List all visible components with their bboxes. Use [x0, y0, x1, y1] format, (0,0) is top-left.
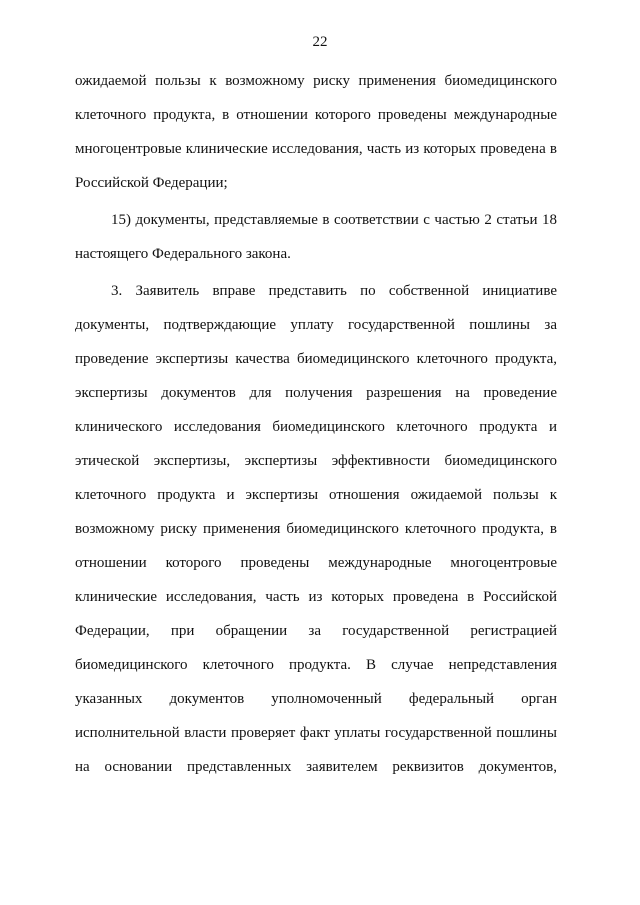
text-line: ожидаемой пользы к возможному риску применения биомедицинского	[75, 73, 557, 89]
text-line: биомедицинского клеточного продукта. В случае непредставления	[75, 657, 557, 673]
text-line: исполнительной власти проверяет факт уплаты государственной пошлины	[75, 725, 557, 741]
text-line: документы, подтверждающие уплату государственной пошлины за	[75, 317, 557, 333]
text-line: 3. Заявитель вправе представить по собственной инициативе	[111, 283, 557, 299]
text-line: клеточного продукта, в отношении которого проведены международные	[75, 107, 557, 123]
text-line: на основании представленных заявителем реквизитов документов,	[75, 759, 557, 775]
text-line: экспертизы документов для получения разрешения на проведение	[75, 385, 557, 401]
text-line: возможному риску применения биомедицинского клеточного продукта, в	[75, 521, 557, 537]
text-line: многоцентровые клинические исследования, часть из которых проведена в	[75, 141, 557, 157]
text-line: отношении которого проведены международные многоцентровые	[75, 555, 557, 571]
text-line: клеточного продукта и экспертизы отношения ожидаемой пользы к	[75, 487, 557, 503]
text-line: 15) документы, представляемые в соответствии с частью 2 статьи 18	[111, 212, 557, 228]
text-line: указанных документов уполномоченный федеральный орган	[75, 691, 557, 707]
text-line: настоящего Федерального закона.	[75, 246, 291, 262]
text-line: Российской Федерации;	[75, 175, 228, 191]
text-line: клинического исследования биомедицинского клеточного продукта и	[75, 419, 557, 435]
text-line: этической экспертизы, экспертизы эффективности биомедицинского	[75, 453, 557, 469]
text-line: Федерации, при обращении за государственной регистрацией	[75, 623, 557, 639]
text-line: клинические исследования, часть из которых проведена в Российской	[75, 589, 557, 605]
page-number: 22	[312, 34, 328, 50]
text-line: проведение экспертизы качества биомедицинского клеточного продукта,	[75, 351, 557, 367]
